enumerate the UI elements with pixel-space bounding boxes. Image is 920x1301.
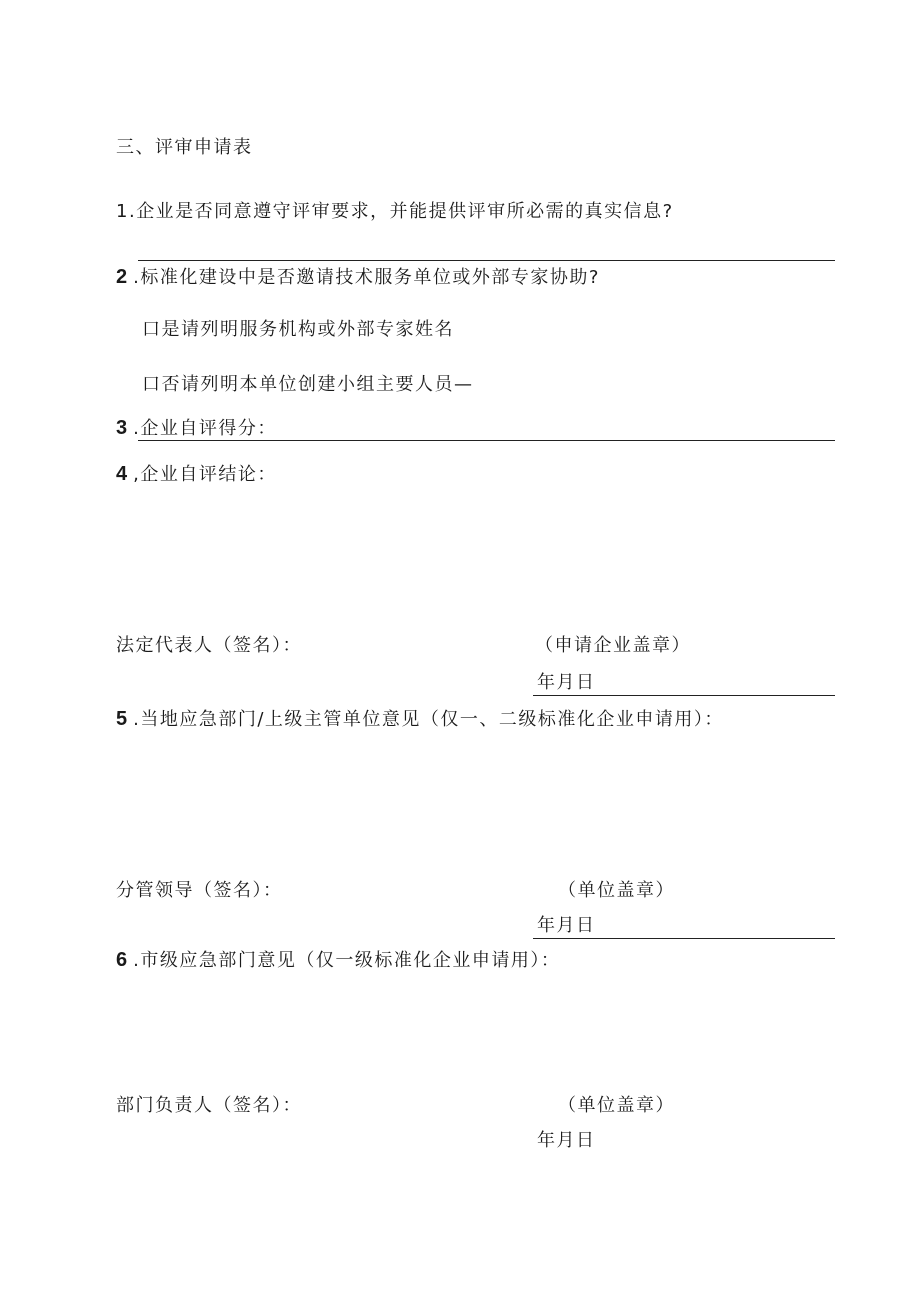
dept-head-signature-label: 部门负责人（签名）： [116, 1095, 302, 1116]
company-stamp-label: （申请企业盖章） [535, 635, 691, 656]
date-line-2 [533, 938, 835, 939]
question-3-text: .企业自评得分： [133, 418, 277, 439]
question-1-text: 企业是否同意遵守评审要求，并能提供评审所必需的真实信息? [136, 201, 674, 222]
question-6-text: .市级应急部门意见（仅一级标准化企业申请用）： [133, 950, 561, 971]
question-4-number: 4 [116, 463, 128, 485]
section-title: 三、评审申请表 [116, 137, 253, 158]
question-2-text: .标准化建设中是否邀请技术服务单位或外部专家协助? [133, 267, 600, 288]
question-5-number: 5 [116, 708, 128, 730]
question-6 [116, 948, 560, 973]
option-yes[interactable]: 口是请列明服务机构或外部专家姓名 [142, 319, 454, 340]
question-5 [116, 707, 724, 732]
date-label-2: 年月日 [537, 915, 596, 936]
date-label-1: 年月日 [537, 672, 596, 693]
legal-rep-signature-label: 法定代表人（签名）： [116, 635, 302, 656]
date-line-1 [533, 695, 835, 696]
question-1-number: 1. [116, 201, 137, 222]
question-2 [116, 265, 600, 290]
question-3 [116, 416, 277, 441]
option-no[interactable]: 口否请列明本单位创建小组主要人员— [142, 374, 474, 395]
answer-line-1 [138, 260, 835, 261]
question-6-number: 6 [116, 949, 128, 971]
question-3-number: 3 [116, 417, 128, 439]
question-1 [116, 200, 674, 224]
unit-stamp-label-1: （单位盖章） [558, 880, 675, 901]
date-label-3: 年月日 [537, 1130, 596, 1151]
question-5-text: .当地应急部门/上级主管单位意见（仅一、二级标准化企业申请用）： [133, 709, 724, 730]
question-4 [116, 462, 277, 487]
unit-stamp-label-2: （单位盖章） [558, 1095, 675, 1116]
question-2-number: 2 [116, 266, 128, 288]
answer-line-3 [138, 440, 835, 441]
supervisor-signature-label: 分管领导（签名）： [116, 880, 283, 901]
question-4-text: ,企业自评结论： [133, 464, 277, 485]
